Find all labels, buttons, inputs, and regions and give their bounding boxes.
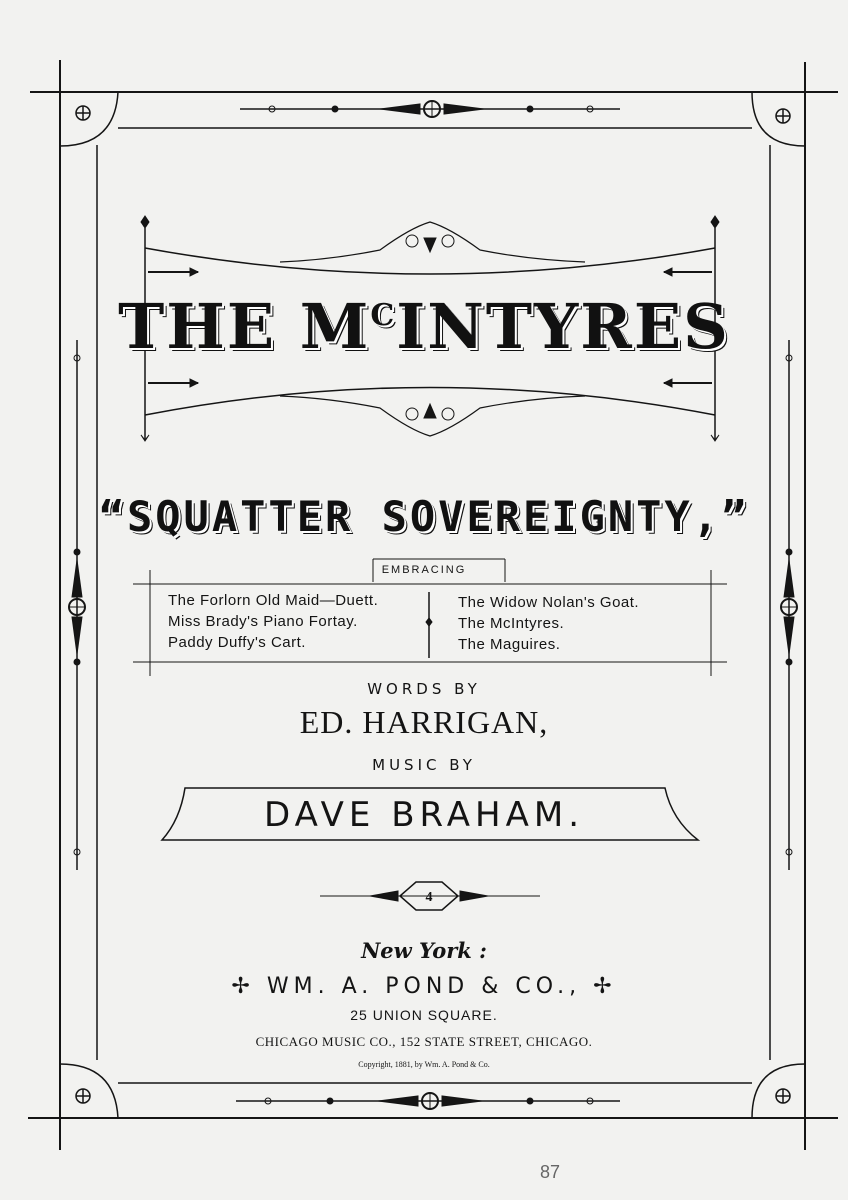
publisher-address: 25 UNION SQUARE. xyxy=(350,1007,498,1023)
song-item: Miss Brady's Piano Fortay. xyxy=(168,613,358,630)
embracing-label: EMBRACING xyxy=(381,564,467,576)
song-item: The Forlorn Old Maid—Duett. xyxy=(168,592,379,609)
star-ornament-icon: ✢ xyxy=(231,974,255,999)
title-suffix: INTYRES xyxy=(396,290,730,363)
song-item: The Widow Nolan's Goat. xyxy=(458,594,640,611)
page-title xyxy=(0,290,848,363)
song-item: The Maguires. xyxy=(458,636,561,653)
song-item: Paddy Duffy's Cart. xyxy=(168,634,306,651)
pencil-note: 87 xyxy=(540,1162,561,1182)
music-by-label: MUSIC BY xyxy=(372,756,476,774)
edition-number: 4 xyxy=(425,890,433,905)
lyricist-name: ED. HARRIGAN, xyxy=(299,704,549,740)
song-list-left xyxy=(168,592,378,655)
song-item: The McIntyres. xyxy=(458,615,565,632)
subtitle: “SQUATTER SOVEREIGNTY,” xyxy=(98,492,750,541)
words-by-label: WORDS BY xyxy=(367,680,481,698)
publisher-name xyxy=(0,974,848,999)
star-ornament-icon: ✢ xyxy=(593,974,617,999)
publisher-text: WM. A. POND & CO., xyxy=(266,974,582,999)
chicago-agent: CHICAGO MUSIC CO., 152 STATE STREET, CHICAGO. xyxy=(255,1034,593,1049)
copyright-notice: Copyright, 1881, by Wm. A. Pond & Co. xyxy=(358,1060,490,1069)
title-superscript: C xyxy=(370,298,397,333)
song-list-right xyxy=(458,594,639,657)
composer-name: DAVE BRAHAM. xyxy=(263,795,584,835)
city-name: New York : xyxy=(361,938,487,963)
title-prefix: THE M xyxy=(118,290,371,363)
